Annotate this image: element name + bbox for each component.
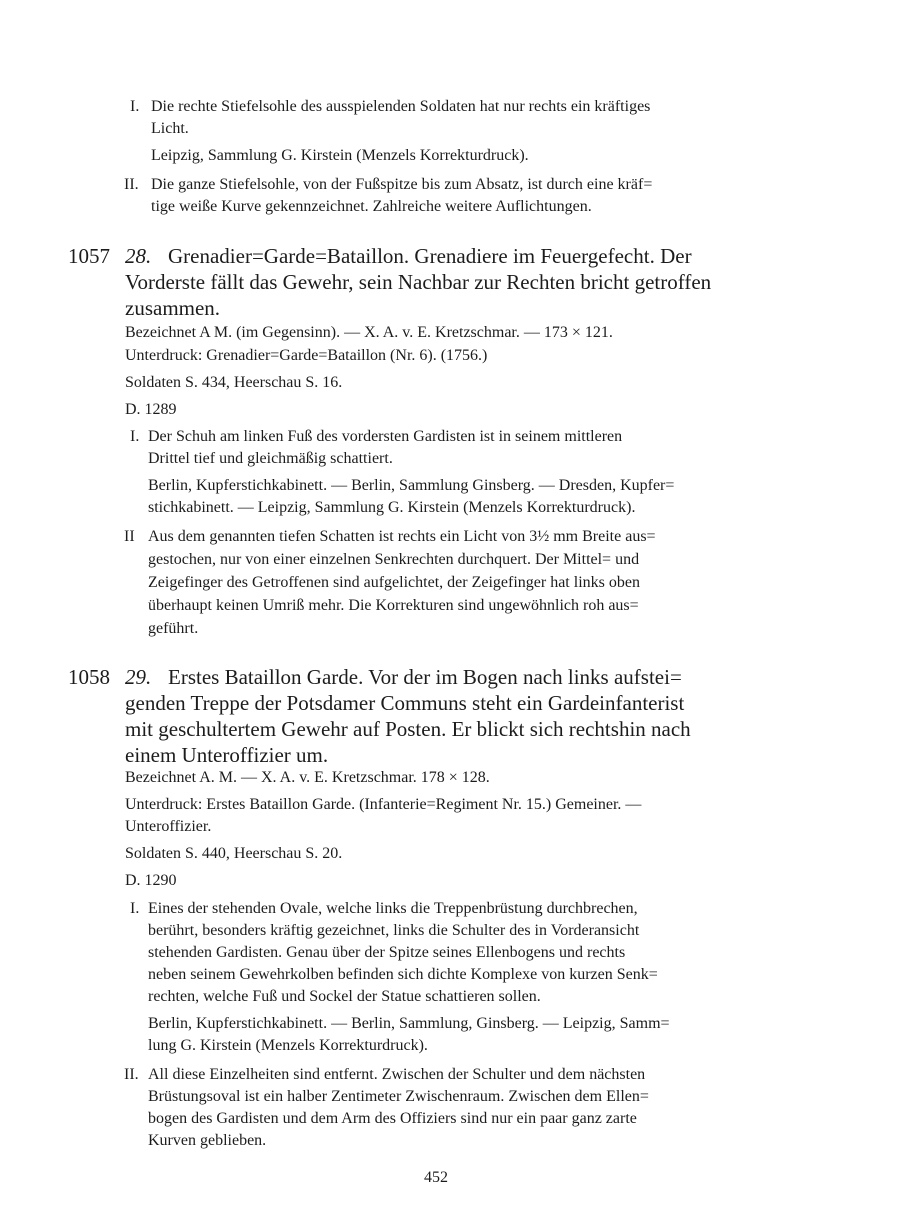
entry-1057-index: 28.: [125, 244, 152, 268]
entry-1058-underprint-line-2: Unteroffizier.: [125, 818, 212, 835]
intro-state-2-marker: II.: [124, 176, 139, 193]
entry-1057-state-2-line-2: gestochen, nur von einer einzelnen Senkrechten durchquert. Der Mittel= und: [148, 551, 640, 568]
intro-state-1-line-2: Licht.: [151, 120, 189, 137]
entry-1057-number: 1057: [68, 244, 110, 268]
intro-state-2-line-1: Die ganze Stiefelsohle, von der Fußspitze bis zum Absatz, ist durch eine kräf=: [151, 176, 653, 193]
entry-1058-state-1-line-1: Eines der stehenden Ovale, welche links die Treppenbrüstung durchbrechen,: [148, 900, 638, 917]
entry-1057-state-2-line-3: Zeigefinger des Getroffenen sind aufgelichtet, der Zeigefinger hat links oben: [148, 574, 640, 591]
entry-1057-state-1-line-1: Der Schuh am linken Fuß des vordersten Gardisten ist in seinem mittleren: [148, 428, 623, 445]
entry-1057-literature: Soldaten S. 434, Heerschau S. 16.: [125, 374, 343, 391]
intro-state-1-line-1: Die rechte Stiefelsohle des ausspielenden Soldaten hat nur rechts ein kräftiges: [151, 98, 651, 115]
entry-1058-state-1-source-line-1: Berlin, Kupferstichkabinett. — Berlin, Sammlung, Ginsberg. — Leipzig, Samm=: [148, 1015, 670, 1032]
entry-1058-underprint-line-1: Unterdruck: Erstes Bataillon Garde. (Infanterie=Regiment Nr. 15.) Gemeiner. —: [125, 796, 642, 813]
entry-1058-title-line-1: Erstes Bataillon Garde. Vor der im Bogen nach links aufstei=: [168, 665, 682, 689]
entry-1058-index: 29.: [125, 665, 152, 689]
entry-1058-state-1-line-4: neben seinem Gewehrkolben befinden sich dichte Komplexe von kurzen Senk=: [148, 966, 658, 983]
entry-1058-state-1-source-line-2: lung G. Kirstein (Menzels Korrekturdruck).: [148, 1037, 428, 1054]
entry-1058-catalog-number: D. 1290: [125, 872, 177, 889]
entry-1058-state-2-line-4: Kurven geblieben.: [148, 1132, 267, 1149]
page-number: 452: [424, 1169, 448, 1186]
entry-1057-designation: Bezeichnet A M. (im Gegensinn). — X. A. v. E. Kretzschmar. — 173 × 121.: [125, 324, 613, 341]
entry-1058-state-1-line-3: stehenden Gardisten. Genau über der Spitze seines Ellenbogens und rechts: [148, 944, 626, 961]
entry-1057-state-1-source-line-2: stichkabinett. — Leipzig, Sammlung G. Kirstein (Menzels Korrekturdruck).: [148, 499, 636, 516]
entry-1057-underprint: Unterdruck: Grenadier=Garde=Bataillon (Nr. 6). (1756.): [125, 347, 488, 364]
entry-1057-state-2-line-5: geführt.: [148, 620, 199, 637]
intro-state-1-source: Leipzig, Sammlung G. Kirstein (Menzels Korrekturdruck).: [151, 147, 529, 164]
entry-1057-state-1-source-line-1: Berlin, Kupferstichkabinett. — Berlin, Sammlung Ginsberg. — Dresden, Kupfer=: [148, 477, 675, 494]
entry-1057-title-line-2: Vorderste fällt das Gewehr, sein Nachbar zur Rechten bricht getroffen: [125, 270, 712, 294]
entry-1058-state-2-line-1: All diese Einzelheiten sind entfernt. Zwischen der Schulter und dem nächsten: [148, 1066, 646, 1083]
entry-1058-designation: Bezeichnet A. M. — X. A. v. E. Kretzschmar. 178 × 128.: [125, 769, 490, 786]
intro-state-2-line-2: tige weiße Kurve gekennzeichnet. Zahlreiche weitere Auflichtungen.: [151, 198, 592, 215]
entry-1057-title-line-3: zusammen.: [125, 296, 221, 320]
entry-1058-title-line-4: einem Unteroffizier um.: [125, 743, 329, 767]
entry-1058-literature: Soldaten S. 440, Heerschau S. 20.: [125, 845, 343, 862]
entry-1057-state-1-line-2: Drittel tief und gleichmäßig schattiert.: [148, 450, 393, 467]
entry-1057-state-1-marker: I.: [130, 428, 140, 445]
entry-1058-title-line-2: genden Treppe der Potsdamer Communs steht ein Gardeinfanterist: [125, 691, 685, 715]
entry-1057-title-line-1: Grenadier=Garde=Bataillon. Grenadiere im Feuergefecht. Der: [168, 244, 692, 268]
intro-state-1-marker: I.: [130, 98, 140, 115]
entry-1057-state-2-marker: II: [124, 528, 135, 545]
entry-1058-state-1-marker: I.: [130, 900, 140, 917]
entry-1057-catalog-number: D. 1289: [125, 401, 177, 418]
entry-1057-state-2-line-4: überhaupt keinen Umriß mehr. Die Korrekturen sind ungewöhnlich roh aus=: [148, 597, 639, 614]
entry-1058-number: 1058: [68, 665, 110, 689]
entry-1058-state-1-line-2: berührt, besonders kräftig gezeichnet, links die Schulter des in Vorderansicht: [148, 922, 640, 939]
entry-1057-state-2-line-1: Aus dem genannten tiefen Schatten ist rechts ein Licht von 3½ mm Breite aus=: [148, 528, 656, 545]
entry-1058-state-2-line-2: Brüstungsoval ist ein halber Zentimeter Zwischenraum. Zwischen dem Ellen=: [148, 1088, 649, 1105]
entry-1058-state-2-marker: II.: [124, 1066, 139, 1083]
entry-1058-state-1-line-5: rechten, welche Fuß und Sockel der Statue schattieren sollen.: [148, 988, 541, 1005]
entry-1058-title-line-3: mit geschultertem Gewehr auf Posten. Er blickt sich rechtshin nach: [125, 717, 691, 741]
entry-1058-state-2-line-3: bogen des Gardisten und dem Arm des Offiziers sind nur ein paar ganz zarte: [148, 1110, 637, 1127]
